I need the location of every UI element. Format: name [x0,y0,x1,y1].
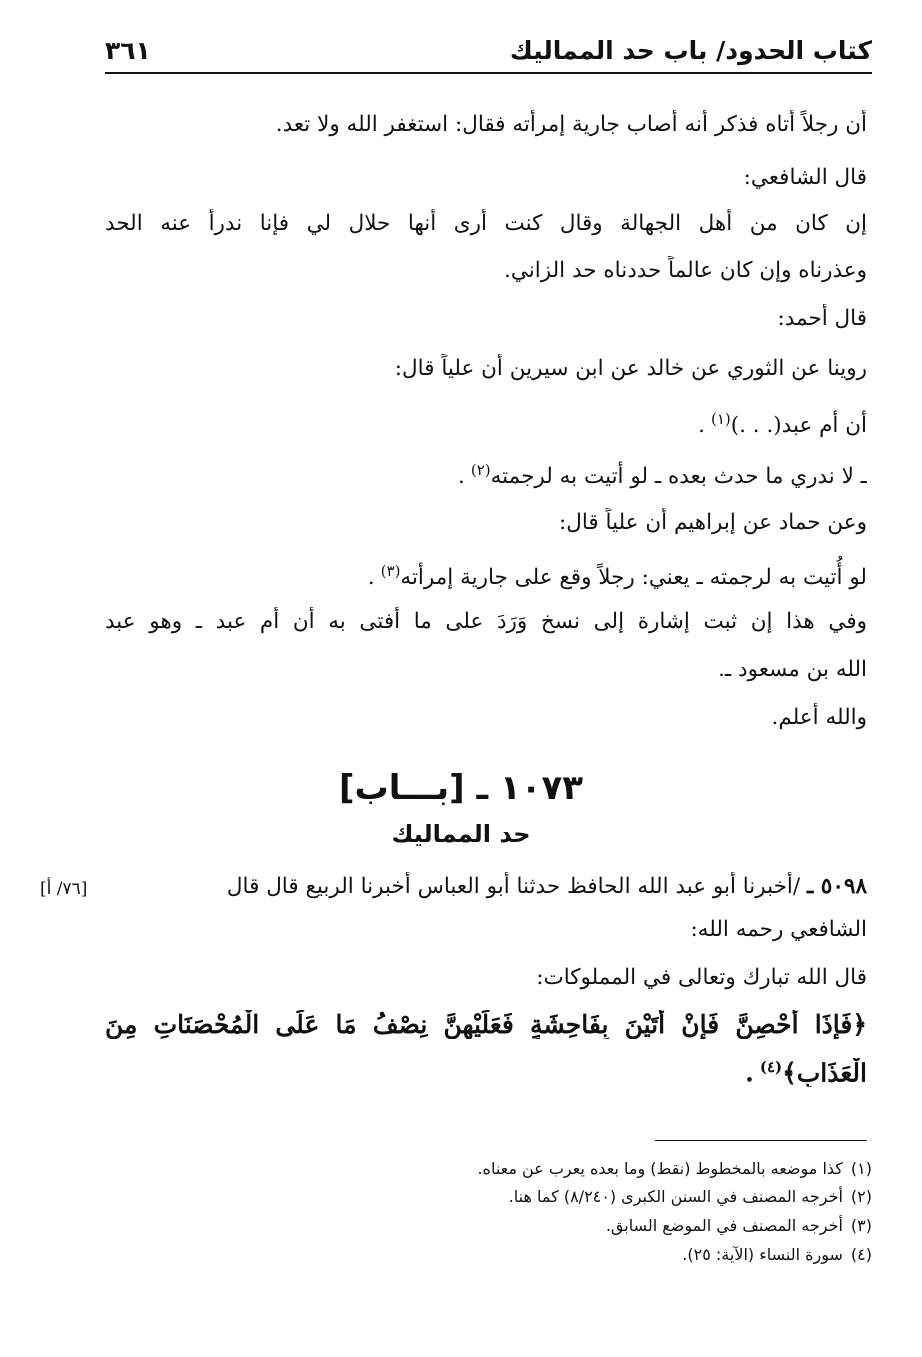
text-line: الله بن مسعود ـ. [718,657,867,682]
line-text: ـ لا ندري ما حدث بعده ـ لو أتيت به لرجمته [490,464,867,490]
footnote-number: (٣) [850,1216,872,1235]
text-line: وعذرناه وإن كان عالماً حددناه حد الزاني. [504,258,867,283]
header-title: كتاب الحدود/ باب حد المماليك [509,36,872,65]
text-line: والله أعلم. [771,705,867,730]
footnote-ref: (٢) [470,461,491,479]
text-line: الشافعي رحمه الله: [690,917,867,942]
hadith-text: /أخبرنا أبو عبد الله الحافظ حدثنا أبو العباس أخبرنا الربيع قال قال [226,874,801,899]
text-line: أن رجلاً أتاه فذكر أنه أصاب جارية إمرأته فقال: استغفر الله ولا تعد. [275,112,867,137]
footnote-ref: (٤) [759,1058,783,1076]
text-line [105,556,867,593]
footnote-text: أخرجه المصنف في الموضع السابق. [605,1216,843,1235]
line-tail: . [367,565,375,591]
footnote-number: (١) [850,1159,872,1178]
quran-verse-line: ﴿فَإِذَا أُحْصِنَّ فَإِنْ أَتَيْنَ بِفَاحِشَةٍ فَعَلَيْهِنَّ نِصْفُ مَا عَلَى الْمُحْصَنَاتِ مِنَ [105,1010,867,1039]
text-line: قال الشافعي: [743,165,867,190]
header-rule [105,72,872,74]
line-text: لو أُتيت به لرجمته ـ يعني: رجلاً وقع على جارية إمرأته [400,565,867,591]
running-header [105,28,872,68]
footnote [300,1158,872,1180]
footnote [300,1215,872,1237]
footnote [300,1186,872,1208]
quran-verse-line [105,1058,867,1087]
folio-marker: [٧٦/ أ] [40,879,88,899]
text-line: وعن حماد عن إبراهيم أن علياً قال: [559,510,867,535]
footnote-ref: (١) [710,410,731,428]
footnote-number: (٤) [850,1245,872,1264]
text-line: وفي هذا إن ثبت إشارة إلى نسخ وَرَدَ على ما أفتى به أن أم عبد ـ وهو عبد [105,609,867,634]
text-line [105,404,867,441]
line-tail: . [698,413,705,439]
footnote-number: (٢) [850,1187,872,1206]
text-line [105,455,867,492]
hadith-number: ٥٠٩٨ ـ [807,874,867,899]
line-text: أن أم عبد(. . .) [730,413,867,439]
footnote-separator [655,1140,867,1141]
footnote-ref: (٣) [380,562,401,580]
footnote-text: سورة النساء (الآية: ٢٥). [682,1245,843,1264]
footnote-text: كذا موضعه بالمخطوط (نقط) وما بعده يعرب عن معناه. [477,1159,843,1178]
line-tail: . [745,1058,754,1088]
text-line: إن كان من أهل الجهالة وقال كنت أرى أنها حلال لي فإنا ندرأ عنه الحد [105,211,867,236]
footnote-text: أخرجه المصنف في السنن الكبرى (٨/٢٤٠) كما هنا. [508,1187,843,1206]
page-number: ٣٦١ [105,36,151,65]
line-tail: . [458,464,465,490]
footnote [300,1244,872,1266]
text-line: قال الله تبارك وتعالى في المملوكات: [536,965,867,990]
text-line: قال أحمد: [777,306,867,331]
verse-text: الْعَذَابِ﴾ [782,1058,867,1088]
hadith-line [105,872,867,902]
chapter-heading: ١٠٧٣ ـ [بـــاب] [339,768,583,808]
text-line: روينا عن الثوري عن خالد عن ابن سيرين أن علياً قال: [394,356,867,381]
chapter-subtitle: حد المماليك [391,820,531,848]
